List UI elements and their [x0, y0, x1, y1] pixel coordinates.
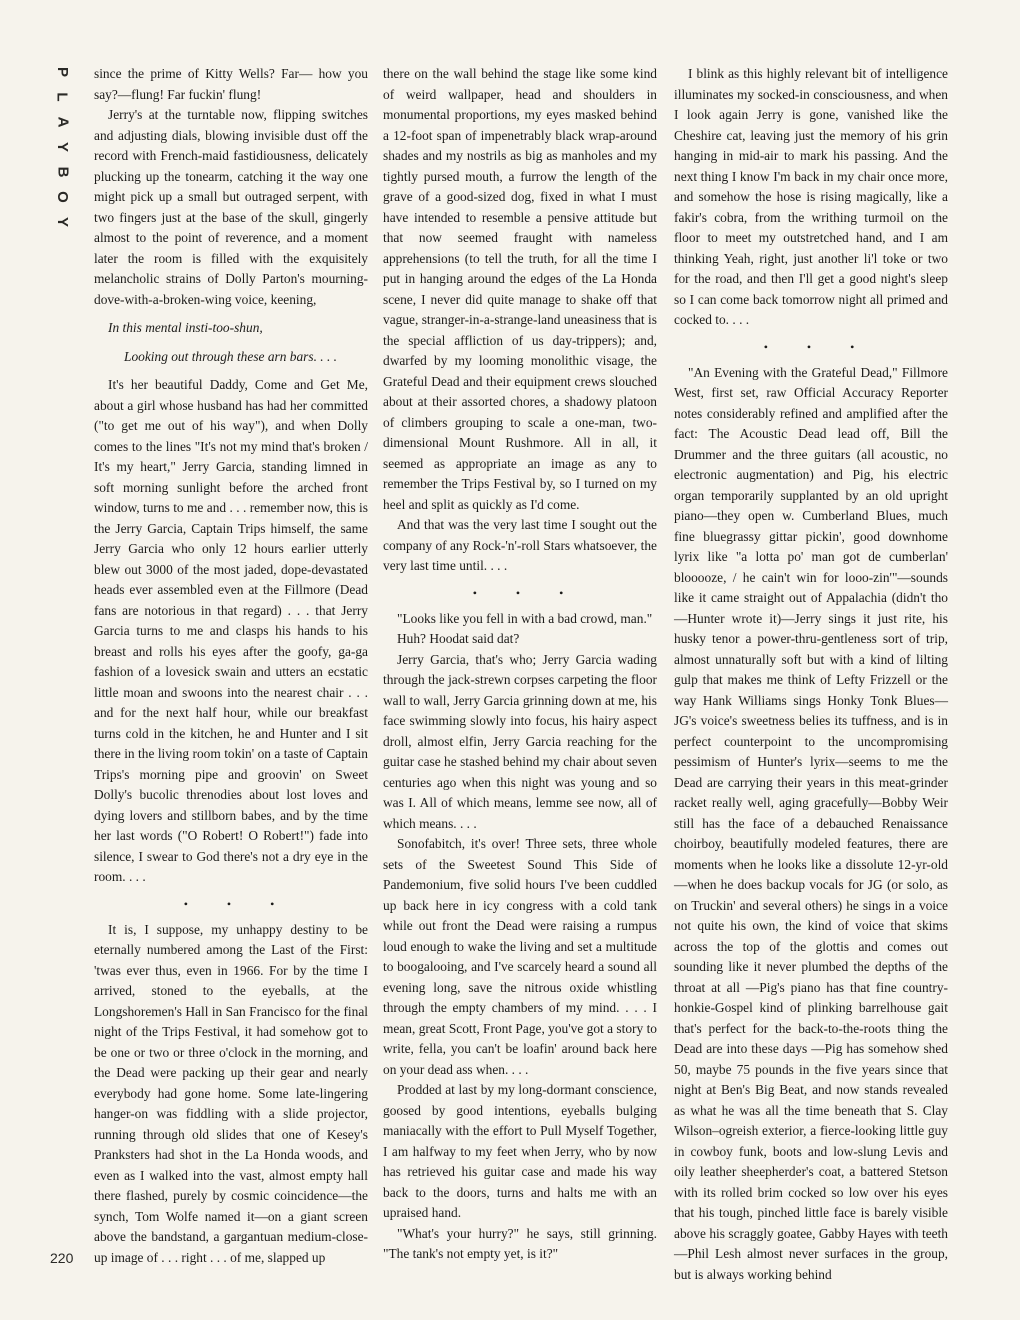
page-number: 220 — [50, 1250, 74, 1266]
paragraph: And that was the very last time I sought out the company of any Rock-'n'-roll Stars whatsoever, the very last time until. . . . — [383, 517, 657, 573]
paragraph: It is, I suppose, my unhappy destiny to be eternally numbered among the Last of the First: 'twas ever thus, even in 1966. For by the time I arrived, stoned to the eyeballs, at the Longshoremen's Hall in San Francisco for the final night of the Trips Festival, it had somehow got to be one or two or three o'clock in the morning, and the Dead were packing up their gear and nearly everybody had gone home. Some late-lingering hanger-on was fiddling with a slide projector, running through old slides that one of Kesey's Pranksters had shot in the La Honda woods, and even as I walked into the vast, almost empty hall there flashed, purely by cosmic coincidence—the synch, Tom Wolfe named it—on a giant screen above the bandstand, a gargantuan medium-close-up image of . . . right . . . of me, slapped up — [94, 921, 368, 1265]
paragraph: It's her beautiful Daddy, Come and Get Me, about a girl whose husband has had her committed ("to get me out of his way"), and when Dolly comes to the lines "It's not my mind that's broken / It's my heart," Jerry Garcia, standing limned in soft morning sunlight before the arched front window, turns to me and . . . remember now, this is the Jerry Garcia, Captain Trips himself, the same Jerry Garcia who only 12 hours earlier utterly blew out 3000 of the most jaded, dope-devastated heads ever assembled even at the Fillmore (Dead fans are notorious in that regard) . . . that Jerry Garcia turns to me and clasps his hands to his breast and rolls his eyes after the goofy, ga-ga fashion of a lovesick swain and utters an ecstatic little moan and swoons into the nearest chair . . . and for the next half hour, while our breakfast turns cold in the kitchen, he and Hunter and I sit there in the living room tokin' on a taste of Captain Trips's morning pipe and groovin' on Sweet Dolly's bucolic threnodies about lost loves and dying lovers and stillborn babes, and by the time her last words ("O Robert! O Robert!") fade into silence, I swear to God there's not a dry eye in the room. . . . — [94, 377, 368, 884]
column-2 — [383, 64, 657, 1265]
paragraph: Huh? Hoodat said dat? — [397, 631, 520, 646]
logo-letter: Y — [53, 141, 71, 153]
paragraph: I blink as this highly relevant bit of intelligence illuminates my socked-in consciousness, and when I look again Jerry is gone, vanished like the Cheshire cat, leaving just the memory of his grin hanging in mid-air to mark his passing. And the next thing I know I'm back in my chair once more, and somehow the hose is rising magically, like a fakir's cobra, from the writhing turmoil on the floor to meet my outstretched hand, and I am thinking Yeah, right, just another li'l toke or two for the road, and then I'll get a good night's sleep so I can come back tomorrow night all primed and cocked to. . . . — [674, 66, 948, 327]
paragraph: "An Evening with the Grateful Dead," Fillmore West, first set, raw Official Accuracy Reporter notes considerably refined and amplified after the fact: The Acoustic Dead lead off, Bill the Drummer and the three guitars (all acoustic, no electronic augmentation) and Pig, his electric organ temporarily supplanted by an old upright piano—they open w. Cumberland Blues, much fine bluegrassy gittar pickin', good downhome lyrix like "a lotta po' man got de cumberlan' blooooze, / he cain't win for looo-zin'"—sounds like it came straight out of Appalachia (didn't tho—Hunter wrote it)—Jerry sings it just rite, his husky tenor a power-thru-gentleness sort of trip, almost unnaturally soft but with a kind of lilting gulp that makes me think of Lefty Frizzell or the way Hank Williams sings Honky Tonk Blues—JG's voice's sweetness belies its tuffness, and is in perfect counterpoint to the uncompromising pessimism of Hunter's lyrix—seems to me the Dead are carrying their years in this meat-grinder racket really well, aging gracefully—Bobby Weir still has the face of a debauched Renaissance choirboy, beautifully modeled features, there are moments when he looks like a dissolute 12-yr-old—when he does backup vocals for JG (or solo, as on Truckin' and several others) he sings in a voice not quite his own, the kind of voice that skims across the top of the glottis and comes out sounding like it never plumbed the depths of the throat at all —Pig's piano has that fine country-honkie-Gospel kind of plinking barrelhouse gait that's perfect for the back-to-the-roots thing the Dead are into these days —Pig has somehow shed 50, maybe 75 pounds in the five years since that night at Ben's Big Beat, and now stands revealed as what he was all the time beneath that S. Clay Wilson–ogreish exterior, a fierce-looking little guy in cowboy funk, boots and low-slung Levis and oily leather sheepherder's coat, a battered Stetson with its rolled brim cocked so low over his eyes that his tough, pinched little face is barely visible above his scraggly goatee, Gabby Hayes with teeth —Phil Lesh almost never surfaces in the group, but is always working behind — [674, 364, 948, 1282]
paragraph: since the prime of Kitty Wells? Far— how you say?—flung! Far fuckin' flung! — [94, 66, 368, 102]
section-break: • • • — [763, 339, 873, 354]
paragraph: "Looks like you fell in with a bad crowd, man." — [397, 610, 653, 626]
section-break: • • • — [472, 585, 582, 600]
logo-letter: Y — [53, 216, 71, 228]
paragraph: Prodded at last by my long-dormant conscience, goosed by good intentions, eyeballs bulging maniacally with the effort to Pull Myself Together, I am halfway to my feet when Jerry, who by now has retrieved his guitar case and made his way back to the doors, turns and halts me with an upraised hand. — [383, 1082, 657, 1220]
logo-letter: B — [54, 166, 71, 178]
paragraph: Jerry's at the turntable now, flipping switches and adjusting dials, blowing invisible dust off the record with French-maid fastidiousness, delicately plucking up the tonearm, catching it the way one might pick up a small but outraged serpent, with two fingers just at the base of the skull, gingerly almost to the point of reverence, and a moment later the room is filled with the exquisitely melancholic strains of Dolly Parton's mourning-dove-with-a-broken-wing voice, keening, — [94, 107, 368, 307]
playboy-vertical-logo — [48, 64, 76, 230]
paragraph: Jerry Garcia, that's who; Jerry Garcia wading through the jack-strewn corpses carpeting the floor wall to wall, Jerry Garcia grinning down at me, his face swimming slowly into focus, his hairy aspect droll, almost elfin, Jerry Garcia reaching for the guitar case he stashed behind my chair about seven centuries ago when this night was young and so was I. All of which means, lemme see now, all of which means. . . . — [383, 651, 657, 831]
logo-letter: P — [53, 66, 71, 78]
column-3 — [674, 64, 948, 1285]
paragraph: Sonofabitch, it's over! Three sets, three whole sets of the Sweetest Sound This Side of Pandemonium, five solid hours I've been cuddled up back here in icy congress with a cold tank while out front the Dead were raising a rumpus loud enough to wake the living and set a multitude to boogalooing, and I've scarcely heard a sound all evening long, save the nitrous oxide whistling through the empty chambers of my mind. . . . I mean, great Scott, Front Page, you've got a story to write, fella, you can't be loafin' around back here on your dead ass when. . . . — [383, 836, 657, 1077]
song-lyric-line: In this mental insti-too-shun, — [108, 320, 263, 335]
logo-letter: L — [53, 92, 71, 102]
paragraph: there on the wall behind the stage like some kind of weird wallpaper, head and shoulders in monumental proportions, my eyes masked behind a 12-foot span of impenetrably black wrap-around shades and my nostrils as big as manholes and my tightly pursed mouth, a furrow the length of the grave of a good-sized dog, fixed in what I must have intended to resemble a pensive attitude but that now seemed fraught with nameless apprehensions (to tell the truth, for all the time I put in hanging around the edges of the La Honda scene, I never did quite manage to shake off that vague, stranger-in-a-strange-land uneasiness that is the special affliction of us day-trippers); and, dwarfed by my looming monolithic visage, the Grateful Dead and their equipment crews slouched about at their assorted chores, a shadowy platoon of climbers grouping to scale a one-man, two-dimensional Mount Rushmore. All in all, it seemed as appropriate an image as any to remember the Trips Festival by, so I turned on my heel and split as quickly as I'd come. — [383, 66, 657, 512]
paragraph: "What's your hurry?" he says, still grinning. "The tank's not empty yet, is it?" — [383, 1225, 657, 1261]
song-lyric-line: Looking out through these arn bars. . . . — [124, 348, 338, 364]
section-break: • • • — [183, 896, 293, 911]
column-1 — [94, 64, 368, 1268]
logo-letter: A — [54, 116, 71, 128]
logo-letter: O — [53, 191, 71, 203]
